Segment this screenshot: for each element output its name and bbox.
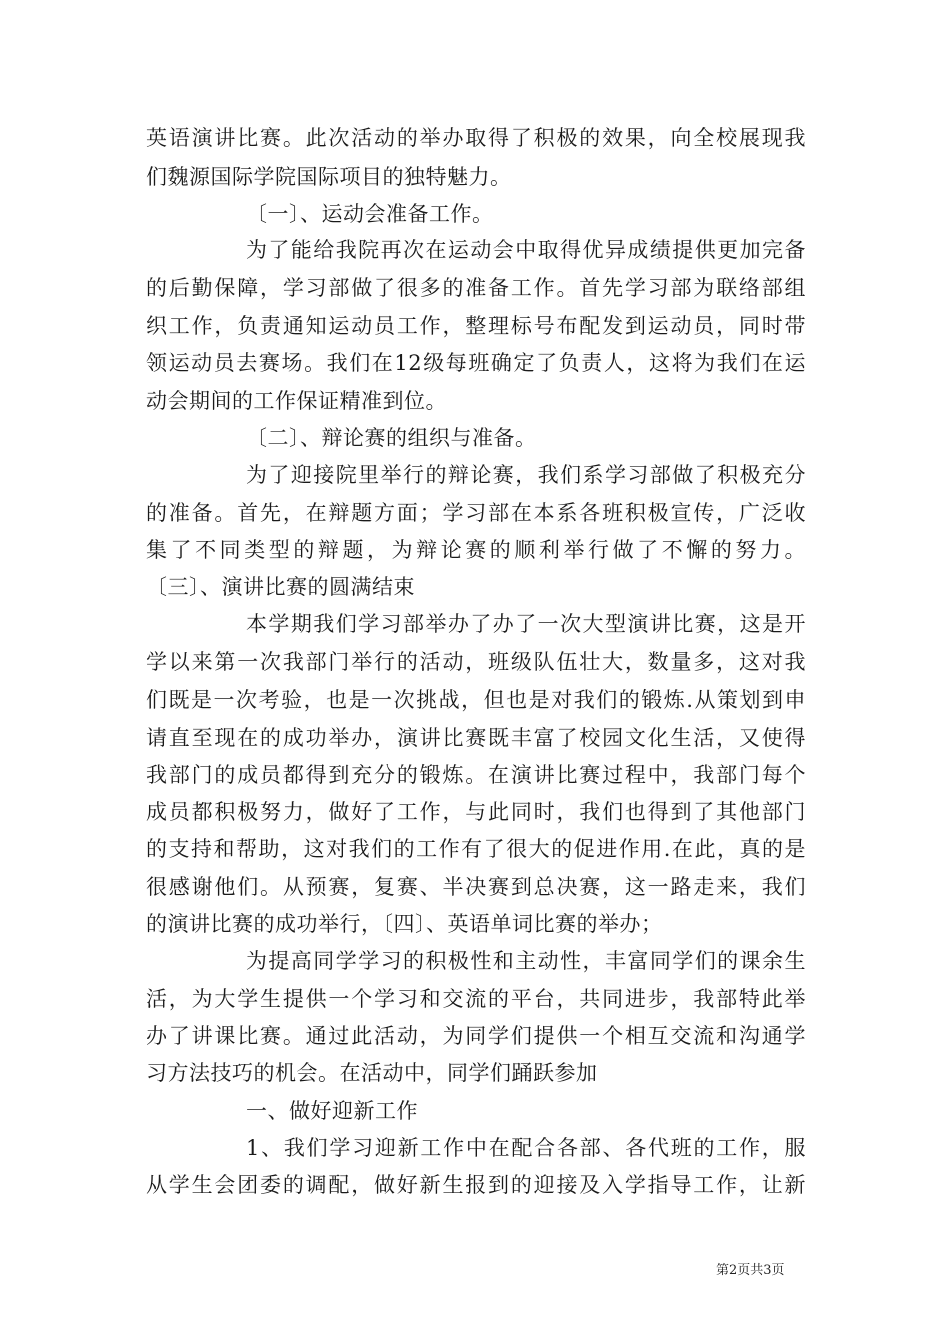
text-line: 从学生会团委的调配，做好新生报到的迎接及入学指导工作，让新	[146, 1173, 806, 1197]
text-line: 请直至现在的成功举办，演讲比赛既丰富了校园文化生活，又使得	[146, 726, 806, 750]
text-line: 为了能给我院再次在运动会中取得优异成绩提供更加完备	[246, 238, 806, 262]
text-line: 领运动员去赛场。我们在12级每班确定了负责人，这将为我们在运	[146, 351, 806, 375]
section-heading: 〔二〕、辩论赛的组织与准备。	[246, 426, 537, 450]
text-line: 学以来第一次我部门举行的活动，班级队伍壮大，数量多，这对我	[146, 650, 806, 674]
text-line: 的演讲比赛的成功举行，〔四〕、英语单词比赛的举办；	[146, 912, 663, 936]
text-line: 办了讲课比赛。通过此活动，为同学们提供一个相互交流和沟通学	[146, 1024, 806, 1048]
text-line: 为了迎接院里举行的辩论赛，我们系学习部做了积极充分	[246, 463, 806, 487]
text-line: 们既是一次考验，也是一次挑战，但也是对我们的锻炼.从策划到申	[146, 688, 806, 712]
section-heading: 〔一〕、运动会准备工作。	[246, 202, 494, 226]
section-heading: 一、做好迎新工作	[246, 1099, 418, 1123]
text-line: 的支持和帮助，这对我们的工作有了很大的促进作用.在此，真的是	[146, 837, 806, 861]
text-line: 英语演讲比赛。此次活动的举办取得了积极的效果，向全校展现我	[146, 126, 806, 150]
text-line: 们魏源国际学院国际项目的独特魅力。	[146, 165, 512, 189]
text-line: 动会期间的工作保证精准到位。	[146, 389, 447, 413]
text-line: 活，为大学生提供一个学习和交流的平台，共同进步，我部特此举	[146, 987, 806, 1011]
text-line: 习方法技巧的机会。在活动中，同学们踊跃参加	[146, 1061, 598, 1085]
text-line: 集了不同类型的辩题，为辩论赛的顺利举行做了不懈的努力。	[146, 538, 806, 562]
text-line: 本学期我们学习部举办了办了一次大型演讲比赛，这是开	[246, 612, 806, 636]
text-line: 1、我们学习迎新工作中在配合各部、各代班的工作，服	[246, 1136, 806, 1160]
text-line: 的后勤保障，学习部做了很多的准备工作。首先学习部为联络部组	[146, 276, 806, 300]
text-line: 为提高同学学习的积极性和主动性，丰富同学们的课余生	[246, 949, 806, 973]
text-line: 我部门的成员都得到充分的锻炼。在演讲比赛过程中，我部门每个	[146, 763, 806, 787]
text-line: 织工作，负责通知运动员工作，整理标号布配发到运动员，同时带	[146, 314, 806, 338]
text-line: 的准备。首先，在辩题方面；学习部在本系各班积极宣传，广泛收	[146, 501, 806, 525]
section-heading: 〔三〕、演讲比赛的圆满结束	[146, 575, 415, 599]
text-line: 很感谢他们。从预赛，复赛、半决赛到总决赛，这一路走来，我们	[146, 875, 806, 899]
page-number: 第2页共3页	[716, 1263, 785, 1278]
text-line: 成员都积极努力，做好了工作，与此同时，我们也得到了其他部门	[146, 800, 806, 824]
